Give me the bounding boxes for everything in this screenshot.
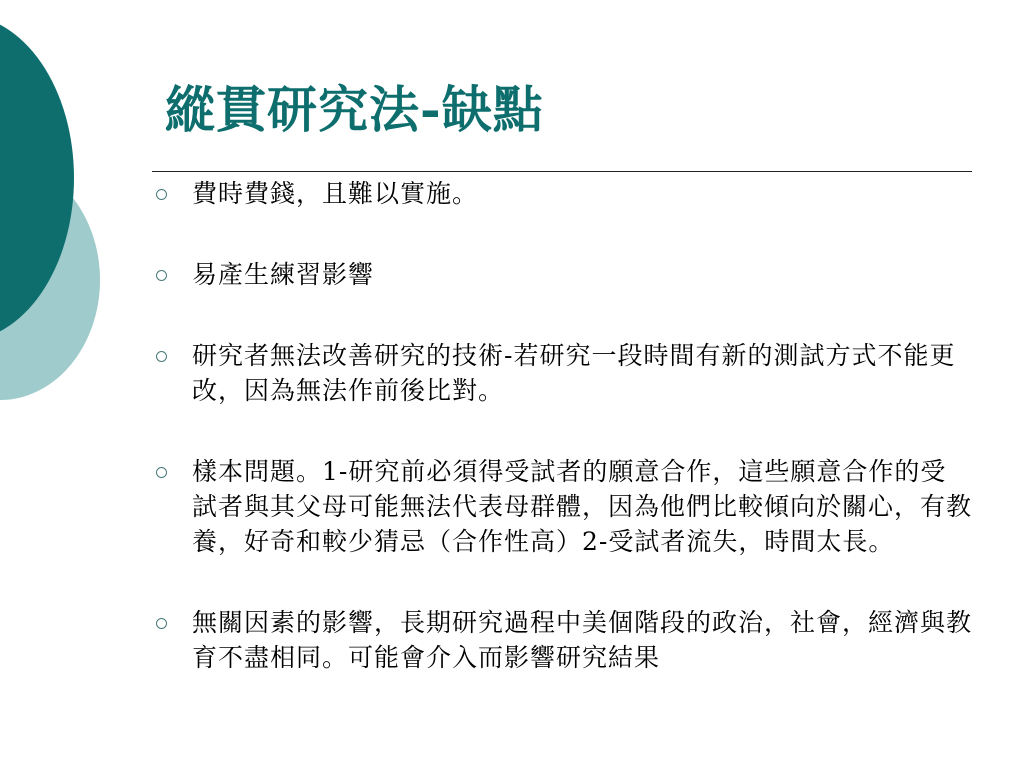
slide-title: 縱貫研究法-缺點 (165, 80, 544, 139)
bullet-text: 無關因素的影響，長期研究過程中美個階段的政治，社會，經濟與教育不盡相同。可能會介入而影響研究結果 (192, 608, 973, 672)
bullet-item (152, 176, 972, 211)
bullet-text: 研究者無法改善研究的技術-若研究一段時間有新的測試方式不能更改，因為無法作前後比對。 (192, 341, 956, 405)
title-divider (152, 171, 972, 172)
bullet-item (152, 454, 972, 559)
bullet-list (152, 176, 972, 721)
hollow-circle-bullet-icon (156, 351, 167, 362)
bullet-text: 樣本問題。1-研究前必須得受試者的願意合作，這些願意合作的受試者與其父母可能無法代表母群體，因為他們比較傾向於關心，有教養，好奇和較少猜忌（合作性高）2-受試者流失，時間太長。 (192, 457, 973, 556)
bullet-item (152, 257, 972, 292)
bullet-text: 易產生練習影響 (192, 260, 375, 289)
hollow-circle-bullet-icon (156, 618, 167, 629)
hollow-circle-bullet-icon (156, 189, 167, 200)
hollow-circle-bullet-icon (156, 467, 167, 478)
bullet-text: 費時費錢，且難以實施。 (192, 179, 479, 208)
bullet-item (152, 338, 972, 408)
hollow-circle-bullet-icon (156, 270, 167, 281)
bullet-item (152, 605, 972, 675)
